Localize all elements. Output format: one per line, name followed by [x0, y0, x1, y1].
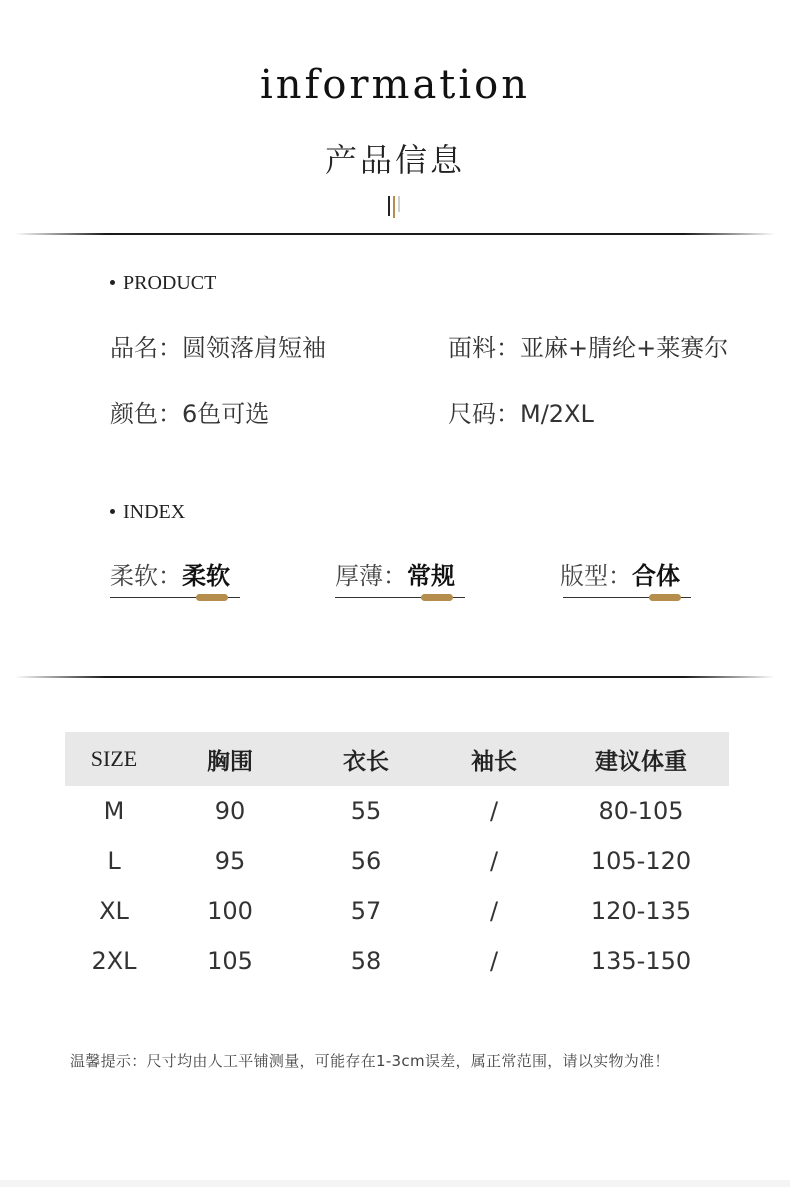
- index-scale-knob: [196, 594, 228, 601]
- product-color: 颜色：6色可选: [110, 400, 270, 428]
- table-row: [65, 836, 729, 886]
- product-size: 尺码：M/2XL: [448, 400, 594, 428]
- header-length: 衣长: [297, 732, 435, 786]
- cell-length: 58: [350, 947, 382, 975]
- index-value: 常规: [407, 562, 455, 590]
- cell-weight: 120-135: [590, 897, 692, 925]
- index-item-fit: [560, 556, 692, 591]
- header-sleeve: 袖长: [435, 732, 553, 786]
- cell-length: 57: [350, 897, 382, 925]
- bullet-icon: [110, 280, 115, 285]
- cell-sleeve: /: [489, 847, 499, 875]
- index-section-text: INDEX: [123, 501, 186, 523]
- header-weight: 建议体重: [553, 732, 729, 786]
- bullet-icon: [110, 509, 115, 514]
- cell-length: 56: [350, 847, 382, 875]
- section-label-index: [110, 501, 185, 524]
- product-section-text: PRODUCT: [123, 272, 217, 294]
- cell-chest: 95: [214, 847, 246, 875]
- cell-sleeve: /: [489, 947, 499, 975]
- cell-chest: 90: [214, 797, 246, 825]
- cell-weight: 105-120: [590, 847, 692, 875]
- cell-length: 55: [350, 797, 382, 825]
- bottom-band: [0, 1180, 790, 1187]
- cell-size: XL: [99, 897, 129, 925]
- section-label-product: [110, 272, 216, 295]
- cell-sleeve: /: [489, 797, 499, 825]
- title-chinese: 产品信息: [324, 141, 465, 179]
- title-english: information: [259, 62, 531, 108]
- size-table-header: [65, 732, 729, 786]
- cell-size: L: [107, 847, 121, 875]
- divider-top: [15, 233, 775, 235]
- table-row: [65, 886, 729, 936]
- header-size: SIZE: [65, 732, 163, 786]
- index-value: 合体: [632, 562, 680, 590]
- measurement-note: 温馨提示：尺寸均由人工平铺测量，可能存在1-3cm误差，属正常范围，请以实物为准！: [70, 1052, 670, 1070]
- cell-size: M: [103, 797, 125, 825]
- index-scale-knob: [421, 594, 453, 601]
- size-table: [65, 732, 729, 986]
- table-row: [65, 936, 729, 986]
- cell-weight: 135-150: [590, 947, 692, 975]
- accent-mark: [388, 196, 404, 218]
- cell-sleeve: /: [489, 897, 499, 925]
- cell-chest: 105: [207, 947, 253, 975]
- cell-weight: 80-105: [598, 797, 684, 825]
- index-item-softness: [110, 556, 240, 591]
- product-fabric: 面料：亚麻+腈纶+莱赛尔: [448, 334, 729, 362]
- header-chest: 胸围: [163, 732, 297, 786]
- index-value: 柔软: [182, 562, 230, 590]
- index-label: 版型：: [560, 562, 632, 590]
- index-label: 厚薄：: [335, 562, 407, 590]
- cell-chest: 100: [207, 897, 253, 925]
- product-name: 品名：圆领落肩短袖: [110, 334, 326, 362]
- index-scale-knob: [649, 594, 681, 601]
- index-label: 柔软：: [110, 562, 182, 590]
- table-row: [65, 786, 729, 836]
- cell-size: 2XL: [91, 947, 137, 975]
- index-item-thickness: [335, 556, 465, 591]
- divider-middle: [15, 676, 775, 678]
